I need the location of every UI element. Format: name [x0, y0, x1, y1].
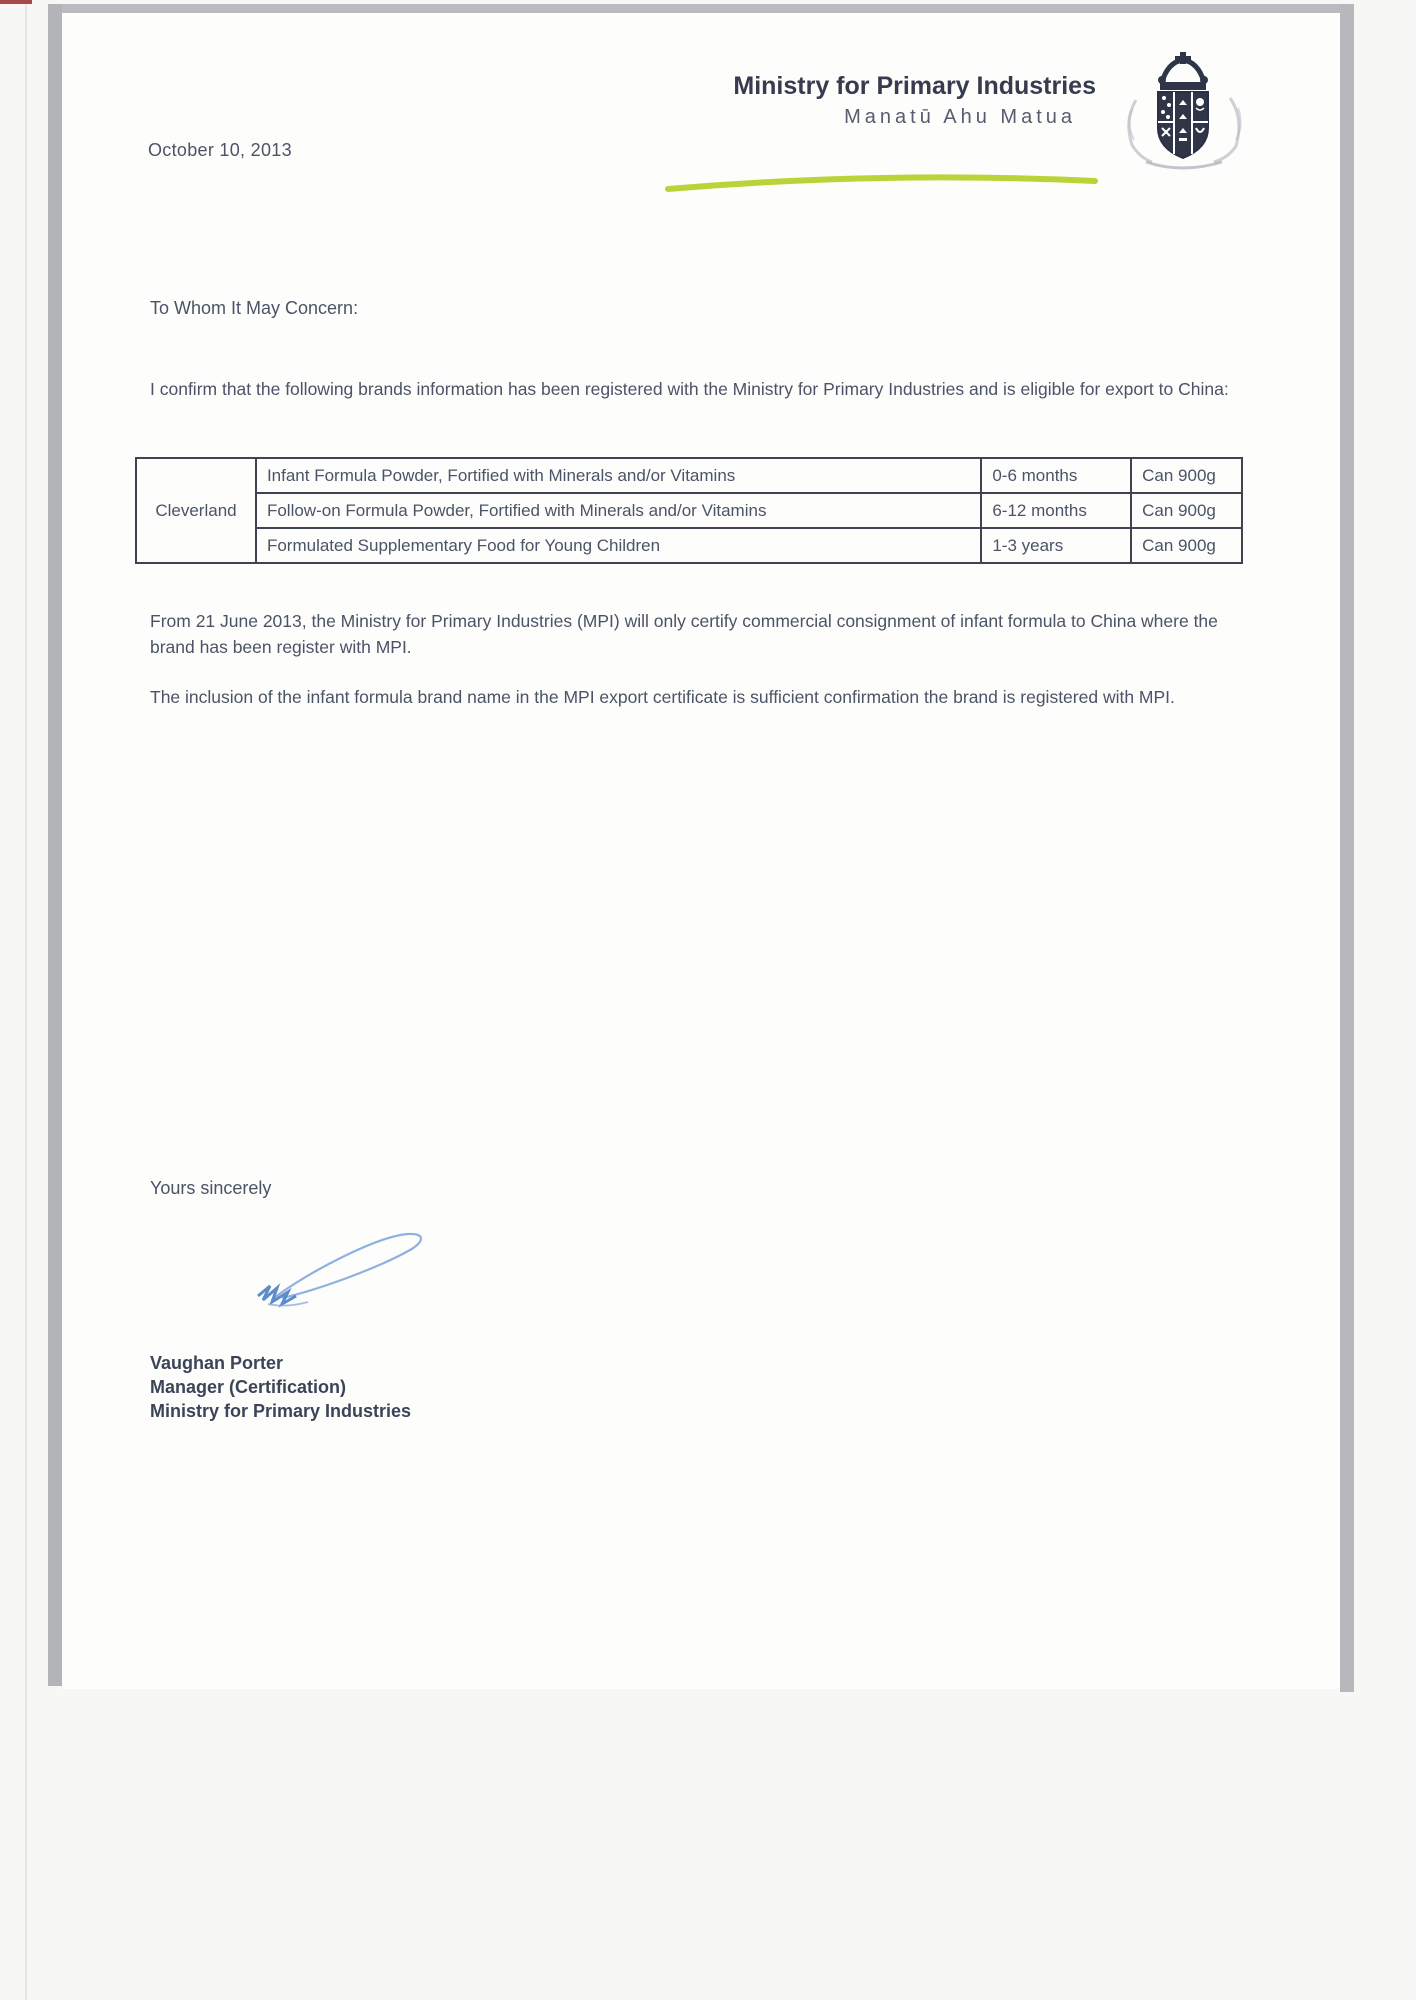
product-cell: Infant Formula Powder, Fortified with Minerals and/or Vitamins: [256, 458, 981, 493]
product-cell: Formulated Supplementary Food for Young Children: [256, 528, 981, 563]
signatory-org: Ministry for Primary Industries: [150, 1401, 412, 1421]
scan-artifact-line: [25, 0, 27, 2000]
nz-coat-of-arms-icon: [1102, 50, 1266, 178]
letter-date: October 10, 2013: [148, 140, 292, 160]
age-range-cell: 0-6 months: [981, 458, 1131, 493]
intro-paragraph: I confirm that the following brands information has been registered with the Ministry for Primary Industries and is eligible for export to China:: [150, 379, 1229, 399]
table-row: [136, 493, 1242, 528]
signatory-name: Vaughan Porter: [150, 1353, 284, 1373]
brand-name-cell: Cleverland: [136, 458, 256, 563]
org-title: Ministry for Primary Industries: [733, 72, 1096, 100]
salutation: To Whom It May Concern:: [150, 298, 359, 318]
pack-size-cell: Can 900g: [1131, 493, 1242, 528]
certification-paragraph: From 21 June 2013, the Ministry for Primary Industries (MPI) will only certify commercial consignment of infant formula to China where the brand has been register with MPI.: [150, 611, 1218, 657]
handwritten-signature: [238, 1214, 448, 1319]
paper-edge-right: [1340, 4, 1354, 1692]
table-row: [136, 528, 1242, 563]
org-subtitle-maori: Manatū Ahu Matua: [844, 106, 1076, 128]
green-swoosh-underline: [662, 164, 1102, 196]
paper-edge-top: [54, 4, 1354, 13]
table-row: [136, 458, 1242, 493]
registered-brands-table: [135, 457, 1243, 564]
valediction: Yours sincerely: [150, 1178, 272, 1198]
product-cell: Follow-on Formula Powder, Fortified with Minerals and/or Vitamins: [256, 493, 981, 528]
paper-edge-left: [48, 4, 62, 1686]
scan-artifact-red-mark: [0, 0, 32, 4]
signature-block: [150, 1352, 411, 1424]
letter-paper: [62, 13, 1340, 1689]
age-range-cell: 1-3 years: [981, 528, 1131, 563]
confirmation-paragraph: The inclusion of the infant formula brand name in the MPI export certificate is sufficient confirmation the brand is registered with MPI.: [150, 687, 1175, 707]
pack-size-cell: Can 900g: [1131, 528, 1242, 563]
pack-size-cell: Can 900g: [1131, 458, 1242, 493]
age-range-cell: 6-12 months: [981, 493, 1131, 528]
signatory-title: Manager (Certification): [150, 1377, 347, 1397]
